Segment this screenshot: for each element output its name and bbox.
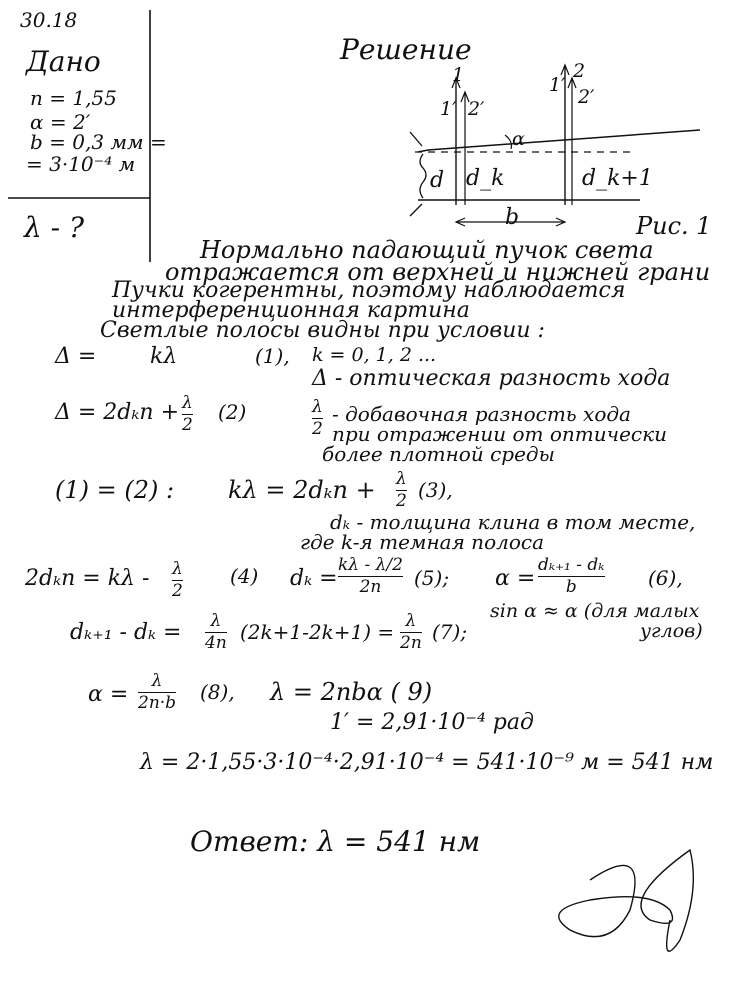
eq5-lhs: dₖ = [290, 566, 338, 591]
eq3-lhs: (1) = (2) : [55, 476, 175, 504]
eq2-note-line-3: более плотной среды [322, 442, 555, 466]
given-line-alpha: α = 2′ [30, 110, 91, 134]
solution-title: Решение [340, 33, 472, 66]
thickness-label: d [430, 168, 445, 193]
paragraph-line-4: интерференционная картина [112, 298, 470, 323]
sin-approx-line-2: углов) [640, 620, 703, 642]
ray-label-2prime-right: 2′ [578, 86, 595, 108]
given-line-b: b = 0,3 мм = [30, 130, 167, 154]
wedge-top-surface [418, 130, 700, 152]
top-pointer-arrow [410, 132, 422, 146]
ray-label-2: 2 [573, 60, 586, 82]
find-quantity: λ - ? [24, 211, 85, 244]
eq2-note-line-2: при отражении от оптически [332, 422, 667, 446]
eq3-fraction: λ 2 [396, 469, 407, 511]
signature [559, 850, 694, 951]
calculation: λ = 2·1,55·3·10⁻⁴·2,91·10⁻⁴ = 541·10⁻⁹ м = 541 нм [140, 750, 714, 775]
ray-label-2prime: 2′ [468, 98, 485, 120]
figure-caption: Рис. 1 [636, 212, 712, 240]
eq2-note-fraction: λ 2 [312, 397, 323, 439]
eq2-number: (2) [218, 400, 247, 424]
eq3-note-line-1: dₖ - толщина клина в том месте, [330, 510, 696, 534]
eq2-note-line-1: - добавочная разность хода [332, 402, 631, 426]
eq6-number: (6), [648, 566, 683, 590]
eq2-fraction: λ 2 [182, 393, 193, 435]
eq4-lhs: 2dₖn = kλ - [25, 566, 150, 591]
eq3-rhs: kλ = 2dₖn + [228, 476, 376, 504]
eq3-note-line-2: где k-я темная полоса [300, 530, 545, 554]
paragraph-line-1: Нормально падающий пучок света [200, 236, 654, 264]
eq1-lhs: Δ = [55, 344, 97, 369]
sin-approx-line-1: sin α ≈ α (для малых [490, 600, 700, 622]
eq1-rhs: kλ [150, 344, 178, 369]
paragraph-line-5: Светлые полосы видны при условии : [100, 318, 545, 343]
eq3-number: (3), [418, 478, 453, 502]
dk1-label: d_k+1 [582, 166, 653, 191]
minute-conversion: 1′ = 2,91·10⁻⁴ рад [330, 710, 534, 735]
paragraph-line-2: отражается от верхней и нижней грани [165, 258, 711, 286]
ray-label-1: 1 [452, 64, 465, 86]
eq8-fraction: λ 2n·b [138, 671, 177, 713]
eq4-fraction: λ 2 [172, 559, 183, 601]
paragraph-line-3: Пучки когерентны, поэтому наблюдается [112, 278, 626, 303]
eq6-lhs: α = [495, 566, 536, 591]
eq1-number: (1), [255, 344, 290, 368]
angle-arc [505, 135, 511, 149]
given-line-n: n = 1,55 [30, 86, 117, 110]
given-title: Дано [26, 45, 101, 78]
eq7-middle: (2k+1-2k+1) = [240, 620, 395, 644]
dk-label: d_k [466, 166, 505, 191]
eq7-lhs: dₖ₊₁ - dₖ = [70, 620, 182, 645]
eq1-k-values: k = 0, 1, 2 ... [312, 344, 437, 366]
ray-label-1prime: 1′ [440, 98, 457, 120]
answer: Ответ: λ = 541 нм [190, 825, 481, 858]
width-label: b [505, 205, 520, 230]
problem-number: 30.18 [20, 8, 78, 32]
wedge-break-mark [420, 154, 426, 198]
ray-label-1prime-right: 1′ [549, 74, 566, 96]
eq2-lhs: Δ = 2dₖn + [55, 400, 180, 425]
eq6-fraction: dₖ₊₁ - dₖ b [538, 555, 605, 597]
eq5-number: (5); [414, 566, 450, 590]
eq7-fraction-2: λ 2n [400, 611, 422, 653]
eq9: λ = 2nbα ( 9) [270, 678, 433, 706]
eq7-number: (7); [432, 620, 468, 644]
eq8-number: (8), [200, 680, 235, 704]
eq4-number: (4) [230, 564, 259, 588]
eq1-note: Δ - оптическая разность хода [312, 366, 671, 391]
eq8-lhs: α = [88, 682, 129, 707]
given-line-b-si: = 3·10⁻⁴ м [26, 152, 136, 176]
eq5-fraction: kλ - λ/2 2n [338, 555, 403, 597]
eq7-fraction-1: λ 4n [205, 611, 227, 653]
angle-label: α [512, 128, 525, 150]
bottom-pointer-arrow [410, 204, 422, 216]
